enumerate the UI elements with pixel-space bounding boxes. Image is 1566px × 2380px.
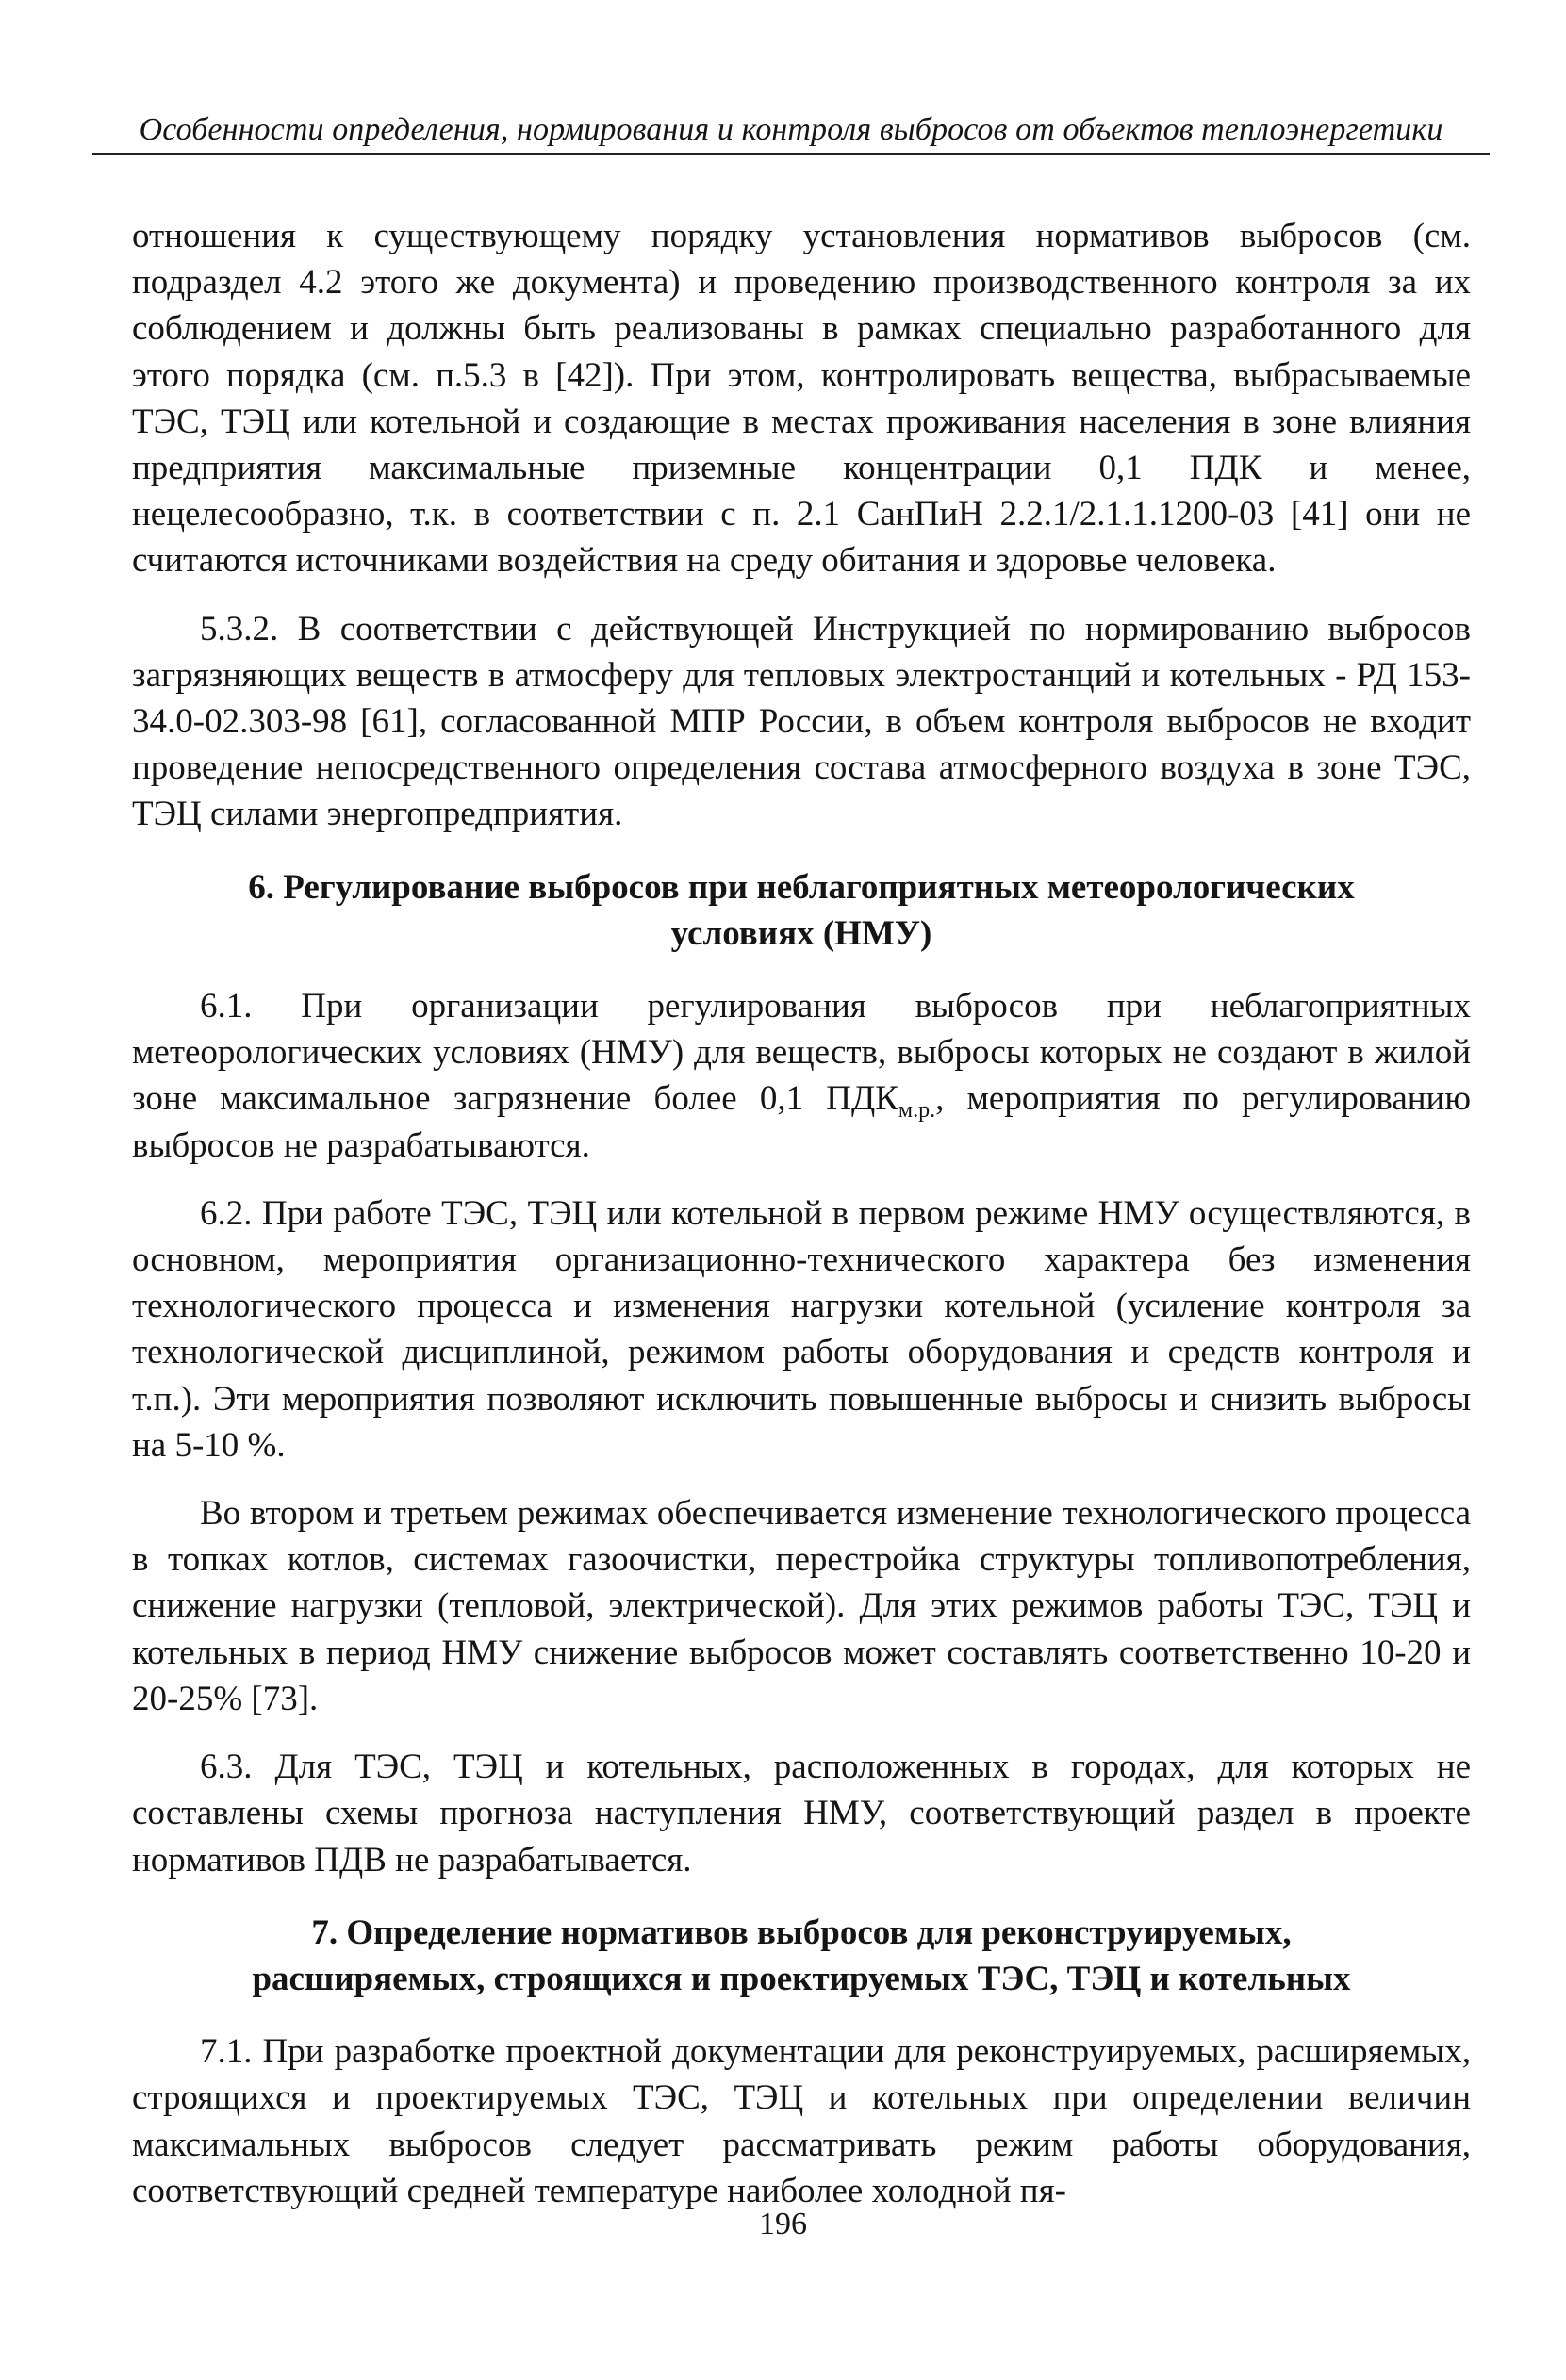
paragraph-7-1: 7.1. При разработке проектной документации для реконструируемых, расширяемых, строящихся и проектируемых ТЭС, ТЭЦ и котельных при определении величин максимальных выбросов следует рассматривать режим работы оборудования, соответствующий средней температуре наиболее холодной пя- [132, 2032, 1471, 2210]
paragraph-6-1-text: 6.1. При организации регулирования выбросов при неблагоприятных метеорологических условиях (НМУ) для веществ, выбросы которых не создают в жилой зоне максимальное загрязнение более 0,1 ПДК [132, 987, 1471, 1119]
section-6-heading-line-2: условиях (НМУ) [670, 913, 932, 953]
section-6-heading-line-1: 6. Регулирование выбросов при неблагоприятных метеорологических [248, 867, 1355, 907]
paragraph-6-2-continued: Во втором и третьем режимах обеспечивается изменение технологического процесса в топках котлов, системах газоочистки, перестройка структуры топливопотребления, снижение нагрузки (тепловой, электрической). Для этих режимов работы ТЭС, ТЭЦ и котельных в период НМУ снижение выбросов может составлять соответственно 10-20 и 20-25% [73]. [132, 1494, 1471, 1718]
paragraph-5-3-2: 5.3.2. В соответствии с действующей Инструкцией по нормированию выбросов загрязняющих веществ в атмосферу для тепловых электростанций и котельных - РД 153-34.0-02.303-98 [61], согласованной МПР России, в объем контроля выбросов не входит проведение непосредственного определения состава атмосферного воздуха в зоне ТЭС, ТЭЦ силами энергопредприятия. [132, 609, 1471, 834]
section-7-heading [132, 1910, 1471, 2002]
pdk-subscript: м.р. [898, 1098, 936, 1124]
paragraph-continuation: отношения к существующему порядку установления нормативов выбросов (см. подраздел 4.2 этого же документа) и проведению производственного контроля за их соблюдением и должны быть реализованы в рамках специально разработанного для этого порядка (см. п.5.3 в [42]). При этом, контролировать вещества, выбрасываемые ТЭС, ТЭЦ или котельной и создающие в местах проживания населения в зоне влияния предприятия максимальные приземные концентрации 0,1 ПДК и менее, нецелесообразно, т.к. в соответствии с п. 2.1 СанПиН 2.2.1/2.1.1.1200-03 [41] они не считаются источниками воздействия на среду обитания и здоровье человека. [132, 217, 1471, 581]
paragraph-6-3: 6.3. Для ТЭС, ТЭЦ и котельных, расположенных в городах, для которых не составлены схемы прогноза наступления НМУ, соответствующий раздел в проекте нормативов ПДВ не разрабатывается. [132, 1748, 1471, 1879]
section-6-heading [132, 864, 1471, 957]
section-7-heading-line-1: 7. Определение нормативов выбросов для реконструируемых, [311, 1912, 1292, 1952]
paragraph-6-1 [132, 983, 1471, 1169]
paragraph-6-1-text-end: , мероприятия по регулированию выбросов не разрабатываются. [132, 1079, 1471, 1165]
paragraph-6-2: 6.2. При работе ТЭС, ТЭЦ или котельной в первом режиме НМУ осуществляются, в основном, мероприятия организационно-технического характера без изменения технологического процесса и изменения нагрузки котельной (усиление контроля за технологической дисциплиной, режимом работы оборудования и средств контроля и т.п.). Эти мероприятия позволяют исключить повышенные выбросы и снизить выбросы на 5-10 %. [132, 1193, 1471, 1465]
page-number: 196 [759, 2207, 807, 2241]
header-rule [92, 153, 1490, 155]
page-content [132, 213, 1471, 2214]
section-7-heading-line-2: расширяемых, строящихся и проектируемых ТЭС, ТЭЦ и котельных [252, 1959, 1351, 1998]
running-header: Особенности определения, нормирования и контроля выбросов от объектов теплоэнергетики [139, 112, 1443, 147]
